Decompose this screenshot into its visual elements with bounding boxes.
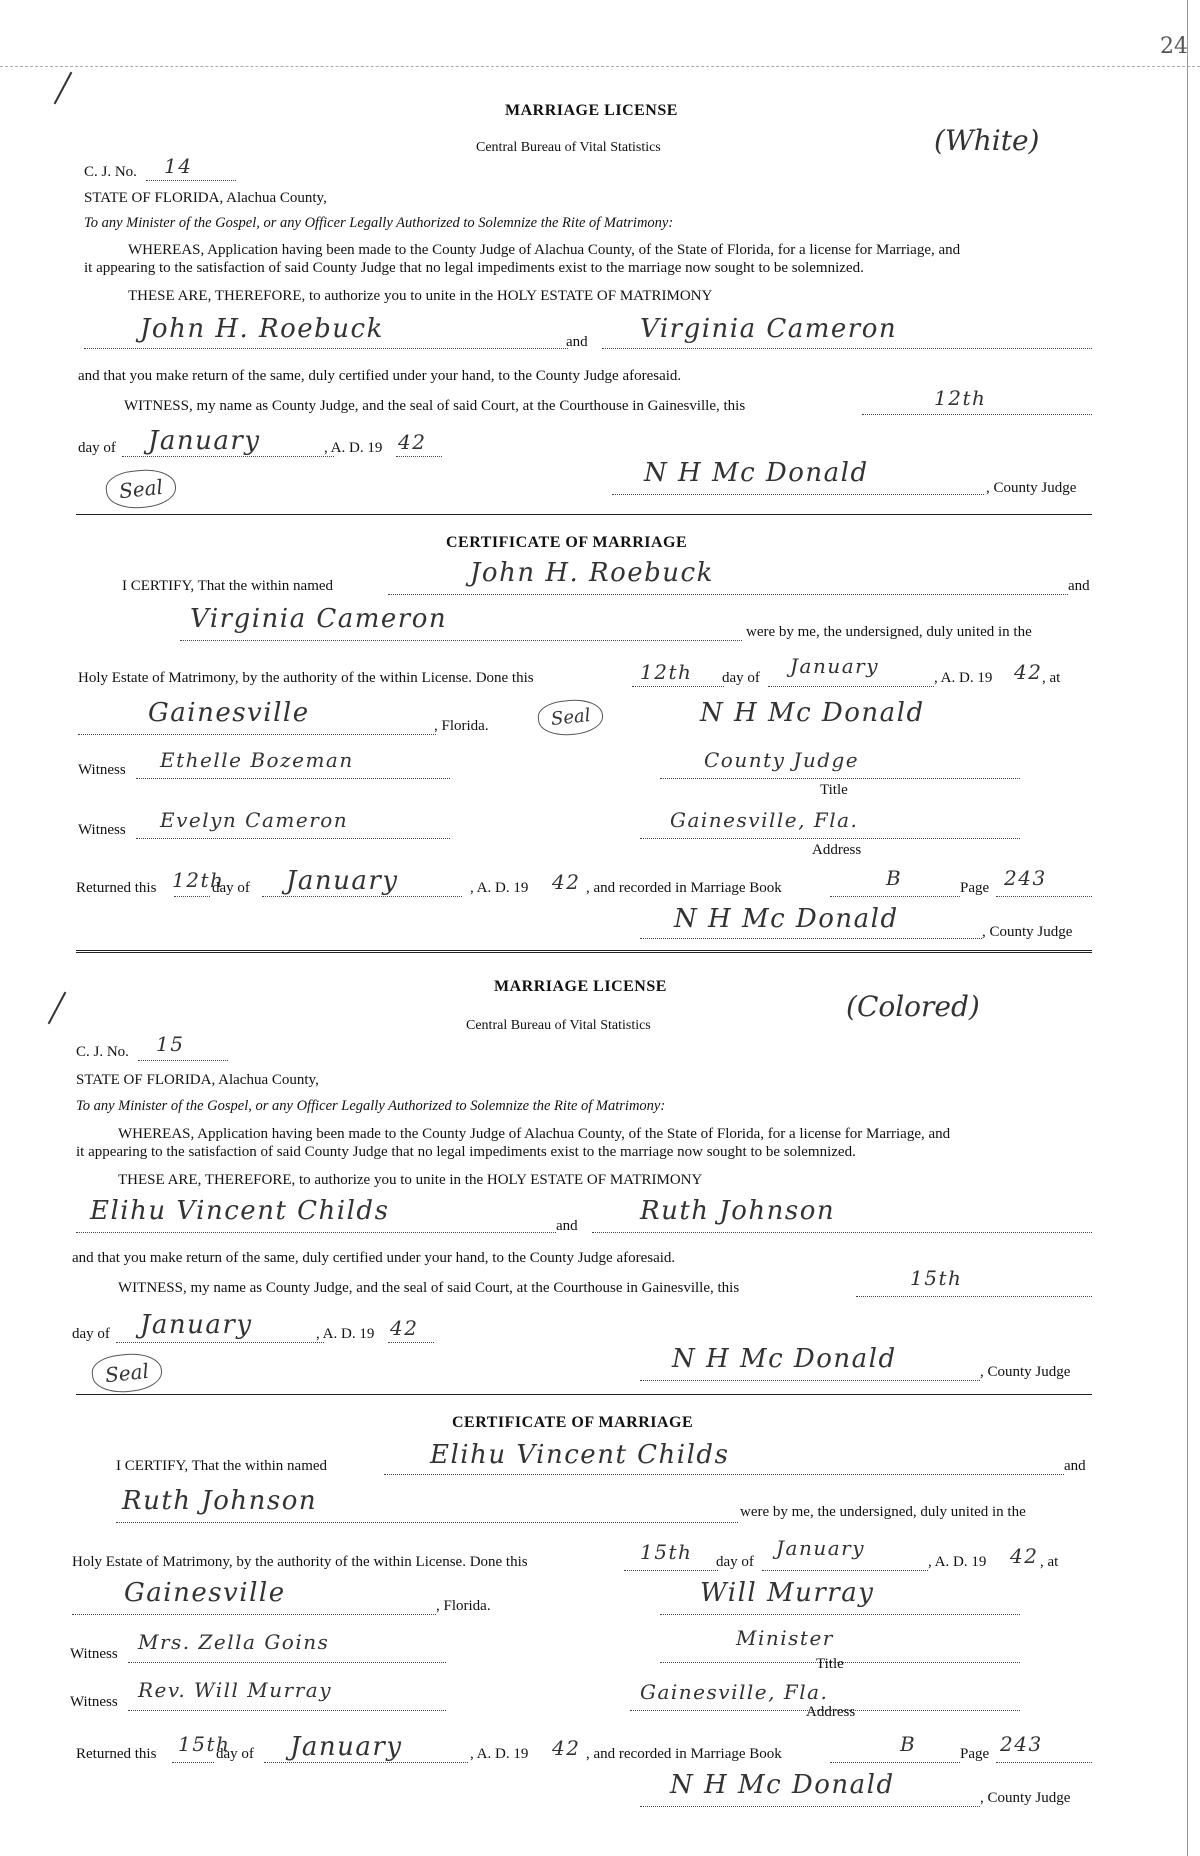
whereas-line-1: WHEREAS, Application having been made to the County Judge of Alachua County, of the State of Florida, for a license for Marriage, and: [118, 1126, 951, 1142]
to-any-line: To any Minister of the Gospel, or any Officer Legally Authorized to Solemnize the Rite of Matrimony:: [76, 1098, 666, 1114]
ret-year: 42: [552, 1736, 581, 1760]
bride-name: Virginia Cameron: [640, 314, 898, 344]
ret-month: January: [290, 1732, 403, 1762]
witness-1: Ethelle Bozeman: [160, 748, 354, 772]
groom-name: Elihu Vincent Childs: [90, 1196, 390, 1226]
ad-label: , A. D. 19: [316, 1326, 375, 1342]
title-label: Title: [820, 782, 848, 798]
state-line: STATE OF FLORIDA, Alachua County,: [76, 1072, 319, 1088]
and-label: and: [556, 1218, 578, 1234]
bureau-label: Central Bureau of Vital Statistics: [476, 140, 661, 155]
cj-number: 15: [156, 1032, 185, 1056]
officiant-title: Minister: [736, 1626, 834, 1650]
section-divider: [76, 514, 1092, 515]
whereas-line-2: it appearing to the satisfaction of said County Judge that no legal impediments exist to the marriage now sought to be solemnized.: [76, 1144, 856, 1160]
ret-day-of-label: day of: [212, 880, 250, 896]
title-label: Title: [816, 1656, 844, 1672]
recorded-label: , and recorded in Marriage Book: [586, 880, 782, 896]
holy-estate-line: Holy Estate of Matrimony, by the authority of the within License. Done this: [72, 1554, 528, 1570]
cert-groom-name: Elihu Vincent Childs: [430, 1440, 730, 1470]
and-label: and: [566, 334, 588, 350]
cert-seal: Seal: [536, 697, 605, 739]
certificate-title: CERTIFICATE OF MARRIAGE: [446, 534, 688, 551]
florida-label: , Florida.: [436, 1598, 491, 1614]
cert-ad-label: , A. D. 19: [934, 670, 993, 686]
cert-bride-name: Virginia Cameron: [190, 604, 448, 634]
were-by-me-line: were by me, the undersigned, duly united in the: [746, 624, 1032, 640]
cert-day-of-label: day of: [722, 670, 760, 686]
license-title: MARRIAGE LICENSE: [494, 978, 667, 995]
license-month: January: [148, 426, 261, 456]
license-year: 42: [390, 1316, 419, 1340]
license-day: 15th: [910, 1266, 963, 1290]
witness-2: Rev. Will Murray: [138, 1678, 332, 1702]
holy-estate-line: Holy Estate of Matrimony, by the authority of the within License. Done this: [78, 670, 534, 686]
county-judge-label: , County Judge: [980, 1364, 1071, 1380]
cj-label: C. J. No.: [76, 1044, 129, 1060]
race-note: (White): [934, 124, 1040, 157]
license-year: 42: [398, 430, 427, 454]
ret-judge-signature: N H Mc Donald: [670, 1770, 895, 1800]
witness-label: Witness: [70, 1694, 118, 1710]
cert-groom-name: John H. Roebuck: [470, 558, 714, 588]
officiant-signature: Will Murray: [700, 1578, 875, 1608]
book-letter: B: [900, 1732, 917, 1756]
ad-label: , A. D. 19: [324, 440, 383, 456]
license-title: MARRIAGE LICENSE: [505, 102, 678, 119]
cert-and-label: and: [1068, 578, 1090, 594]
cj-label: C. J. No.: [84, 164, 137, 180]
cert-at-label: , at: [1042, 670, 1061, 686]
ret-ad-label: , A. D. 19: [470, 880, 529, 896]
witness-line: WITNESS, my name as County Judge, and the seal of said Court, at the Courthouse in Gainesville, this: [118, 1280, 740, 1296]
ret-day: 12th: [172, 868, 225, 892]
ret-county-judge-label: , County Judge: [982, 924, 1073, 940]
officiant-signature: N H Mc Donald: [700, 698, 925, 728]
cert-day-of-label: day of: [716, 1554, 754, 1570]
cert-address: Gainesville, Fla.: [670, 808, 859, 832]
florida-label: , Florida.: [434, 718, 489, 734]
whereas-line-2: it appearing to the satisfaction of said County Judge that no legal impediments exist to the marriage now sought to be solemnized.: [84, 260, 864, 276]
ret-year: 42: [552, 870, 581, 894]
bureau-label: Central Bureau of Vital Statistics: [466, 1018, 651, 1033]
court-seal: Seal: [90, 1350, 163, 1395]
cert-year: 42: [1010, 1544, 1039, 1568]
groom-name: John H. Roebuck: [140, 314, 384, 344]
page-label: Page: [960, 1746, 990, 1762]
ret-judge-signature: N H Mc Donald: [674, 904, 899, 934]
day-of-label: day of: [72, 1326, 110, 1342]
page-number: 24: [1160, 34, 1188, 59]
address-label: Address: [806, 1704, 856, 1720]
day-of-label: day of: [78, 440, 116, 456]
book-letter: B: [886, 866, 903, 890]
witness-1: Mrs. Zella Goins: [138, 1630, 330, 1654]
ret-county-judge-label: , County Judge: [980, 1790, 1071, 1806]
cert-month: January: [790, 654, 879, 678]
ret-ad-label: , A. D. 19: [470, 1746, 529, 1762]
bride-name: Ruth Johnson: [640, 1196, 836, 1226]
cert-year: 42: [1014, 660, 1043, 684]
return-line: and that you make return of the same, duly certified under your hand, to the County Judge aforesaid.: [72, 1250, 676, 1266]
record-divider: [76, 950, 1092, 953]
court-seal: Seal: [104, 466, 177, 511]
witness-line: WITNESS, my name as County Judge, and the seal of said Court, at the Courthouse in Gainesville, this: [124, 398, 746, 414]
certify-line: I CERTIFY, That the within named: [122, 578, 334, 594]
scan-border: [0, 66, 1200, 67]
cert-address: Gainesville, Fla.: [640, 1680, 829, 1704]
state-line: STATE OF FLORIDA, Alachua County,: [84, 190, 327, 206]
recorded-label: , and recorded in Marriage Book: [586, 1746, 782, 1762]
scan-edge: [1187, 0, 1188, 1856]
cert-day: 15th: [640, 1540, 693, 1564]
witness-label: Witness: [78, 822, 126, 838]
cert-place: Gainesville: [148, 698, 310, 728]
were-by-me-line: were by me, the undersigned, duly united in the: [740, 1504, 1026, 1520]
check-mark: [48, 992, 67, 1025]
address-label: Address: [812, 842, 862, 858]
judge-signature: N H Mc Donald: [672, 1344, 897, 1374]
these-are-line: THESE ARE, THEREFORE, to authorize you to unite in the HOLY ESTATE OF MATRIMONY: [118, 1172, 703, 1188]
ret-day: 15th: [178, 1732, 231, 1756]
license-month: January: [140, 1310, 253, 1340]
judge-signature: N H Mc Donald: [644, 458, 869, 488]
ret-day-of-label: day of: [216, 1746, 254, 1762]
certify-line: I CERTIFY, That the within named: [116, 1458, 328, 1474]
returned-label: Returned this: [76, 1746, 157, 1762]
these-are-line: THESE ARE, THEREFORE, to authorize you to unite in the HOLY ESTATE OF MATRIMONY: [128, 288, 713, 304]
record-page: 243: [1000, 1732, 1043, 1756]
to-any-line: To any Minister of the Gospel, or any Officer Legally Authorized to Solemnize the Rite of Matrimony:: [84, 215, 674, 231]
ret-month: January: [286, 866, 399, 896]
cert-at-label: , at: [1040, 1554, 1059, 1570]
witness-label: Witness: [70, 1646, 118, 1662]
certificate-title: CERTIFICATE OF MARRIAGE: [452, 1414, 694, 1431]
county-judge-label: , County Judge: [986, 480, 1077, 496]
license-day: 12th: [934, 386, 987, 410]
witness-label: Witness: [78, 762, 126, 778]
cert-bride-name: Ruth Johnson: [122, 1486, 318, 1516]
return-line: and that you make return of the same, duly certified under your hand, to the County Judge aforesaid.: [78, 368, 682, 384]
witness-2: Evelyn Cameron: [160, 808, 349, 832]
cert-place: Gainesville: [124, 1578, 286, 1608]
officiant-title: County Judge: [704, 748, 860, 772]
section-divider: [76, 1394, 1092, 1395]
cj-number: 14: [164, 154, 193, 178]
race-note: (Colored): [846, 990, 980, 1023]
record-page: 243: [1004, 866, 1047, 890]
cert-day: 12th: [640, 660, 693, 684]
whereas-line-1: WHEREAS, Application having been made to the County Judge of Alachua County, of the State of Florida, for a license for Marriage, and: [128, 242, 961, 258]
check-mark: [54, 72, 73, 105]
cert-ad-label: , A. D. 19: [928, 1554, 987, 1570]
cert-month: January: [776, 1536, 865, 1560]
page-label: Page: [960, 880, 990, 896]
cert-and-label: and: [1064, 1458, 1086, 1474]
returned-label: Returned this: [76, 880, 157, 896]
